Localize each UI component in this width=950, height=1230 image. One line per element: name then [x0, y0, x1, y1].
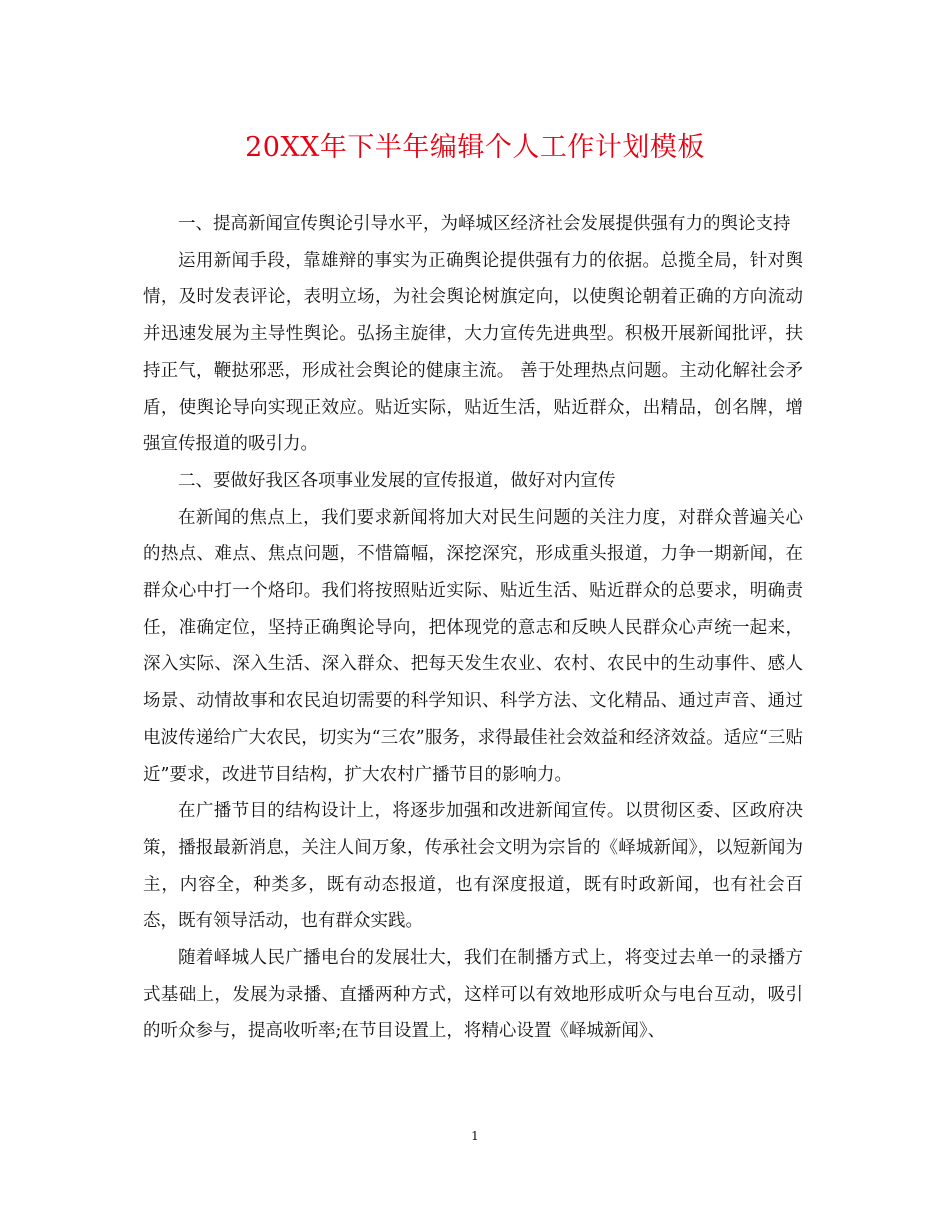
section-heading-1: 一、提高新闻宣传舆论引导水平，为峄城区经济社会发展提供强有力的舆论支持: [178, 214, 791, 234]
section-heading-2: 二、要做好我区各项事业发展的宣传报道，做好对内宣传: [178, 470, 616, 491]
body-paragraph: 在新闻的焦点上，我们要求新闻将加大对民生问题的关注力度，对群众普遍关心的热点、难点、焦点问题，不惜篇幅，深挖深究，形成重头报道，力争一期新闻，在群众心中打一个烙印。我们将按照贴近实际、贴近生活、贴近群众的总要求，明确责任，准确定位，坚持正确舆论导向，把体现党的意志和反映人民群众心声统一起来，深入实际、深入生活、深入群众、把每天发生农业、农村、农民中的生动事件、感人场景、动情故事和农民迫切需要的科学知识、科学方法、文化精品、通过声音、通过电波传递给广大农民，切实为“三农”服务，求得最佳社会效益和经济效益。适应“三贴近”要求，改进节目结构，扩大农村广播节目的影响力。: [143, 507, 803, 785]
document-title: 20XX年下半年编辑个人工作计划模板: [245, 132, 705, 163]
document-body: [143, 206, 803, 1050]
page-number: 1: [471, 1129, 479, 1143]
body-paragraph: 在广播节目的结构设计上，将逐步加强和改进新闻宣传。以贯彻区委、区政府决策，播报最新消息，关注人间万象，传承社会文明为宗旨的《峄城新闻》，以短新闻为主，内容全，种类多，既有动态报道，也有深度报道，既有时政新闻，也有社会百态，既有领导活动，也有群众实践。: [143, 801, 803, 932]
body-paragraph: 随着峄城人民广播电台的发展壮大，我们在制播方式上，将变过去单一的录播方式基础上，发展为录播、直播两种方式，这样可以有效地形成听众与电台互动，吸引的听众参与，提高收听率;在节目设置上，将精心设置《峄城新闻》、: [143, 948, 803, 1042]
body-paragraph: 运用新闻手段，靠雄辩的事实为正确舆论提供强有力的依据。总揽全局，针对舆情，及时发表评论，表明立场，为社会舆论树旗定向，以使舆论朝着正确的方向流动并迅速发展为主导性舆论。弘扬主旋律，大力宣传先进典型。积极开展新闻批评，扶持正气，鞭挞邪恶，形成社会舆论的健康主流。 善于处理热点问题。主动化解社会矛盾，使舆论导向实现正效应。贴近实际，贴近生活，贴近群众，出精品，创名牌，增强宣传报道的吸引力。: [143, 250, 803, 455]
